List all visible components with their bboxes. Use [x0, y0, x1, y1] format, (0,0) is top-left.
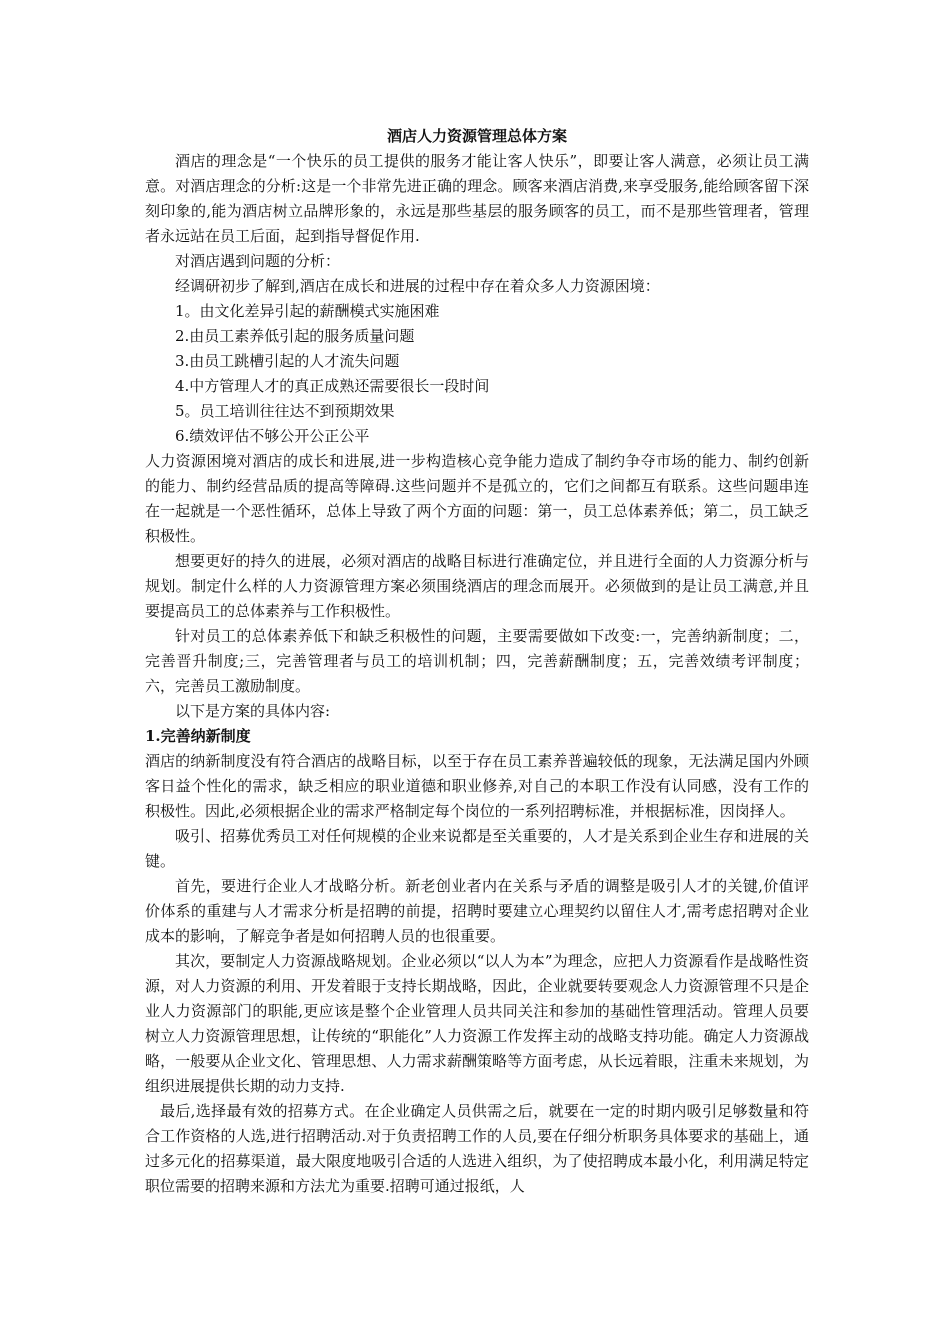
problem-item-6: 6.绩效评估不够公开公正公平: [175, 427, 370, 445]
intro-paragraph: 酒店的理念是“一个快乐的员工提供的服务才能让客人快乐”，即要让客人满意，必须让员工满意。对酒店理念的分析:这是一个非常先进正确的理念。顾客来酒店消费,来享受服务,能给顾客留下深刻印象的,能为酒店树立品牌形象的，永远是那些基层的服务顾客的员工，而不是那些管理者，管理者永远站在员工后面，起到指导督促作用.: [145, 152, 809, 245]
document-title: 酒店人力资源管理总体方案: [386, 127, 567, 145]
strategy-paragraph: 想要更好的持久的进展，必须对酒店的战略目标进行准确定位，并且进行全面的人力资源分析与规划。制定什么样的人力资源管理方案必须围绕酒店的理念而展开。必须做到的是让员工满意,并且要提高员工的总体素养与工作积极性。: [145, 552, 809, 620]
section-1-paragraph-4: 其次，要制定人力资源战略规划。企业必须以“以人为本”为理念，应把人力资源看作是战略性资源，对人力资源的利用、开发着眼于支持长期战略，因此，企业就要转要观念人力资源管理不只是企业人力资源部门的职能,更应该是整个企业管理人员共同关注和参加的基础性管理活动。管理人员要树立人力资源管理思想，让传统的“职能化”人力资源工作发挥主动的战略支持功能。确定人力资源战略，一般要从企业文化、管理思想、人力需求薪酬策略等方面考虑，从长远着眼，注重未来规划，为组织进展提供长期的动力支持.: [145, 952, 809, 1095]
analysis-paragraph: 人力资源困境对酒店的成长和进展,进一步构造核心竞争能力造成了制约争夺市场的能力、制约创新的能力、制约经营品质的提高等障碍.这些问题并不是孤立的，它们之间都互有联系。这些问题串连在一起就是一个恶性循环，总体上导致了两个方面的问题：第一，员工总体素养低；第二，员工缺乏积极性。: [145, 452, 809, 545]
section-1-paragraph-1: 酒店的纳新制度没有符合酒店的战略目标，以至于存在员工素养普遍较低的现象，无法满足国内外顾客日益个性化的需求，缺乏相应的职业道德和职业修养,对自己的本职工作没有认同感，没有工作的积极性。因此,必须根据企业的需求严格制定每个岗位的一系列招聘标准，并根据标准，因岗择人。: [145, 752, 809, 820]
problem-item-3: 3.由员工跳槽引起的人才流失问题: [175, 352, 400, 370]
content-intro: 以下是方案的具体内容:: [175, 702, 331, 720]
section-1-paragraph-5: 最后,选择最有效的招募方式。在企业确定人员供需之后，就要在一定的时期内吸引足够数量和符合工作资格的人选,进行招聘活动.对于负责招聘工作的人员,要在仔细分析职务具体要求的基础上，通过多元化的招募渠道，最大限度地吸引合适的人选进入组织，为了使招聘成本最小化，利用满足特定职位需要的招聘来源和方法尤为重要.招聘可通过报纸，人: [145, 1102, 809, 1195]
problem-item-4: 4.中方管理人才的真正成熟还需要很长一段时间: [175, 377, 490, 395]
document-page: [145, 124, 809, 1199]
section-1-heading: 1.完善纳新制度: [145, 727, 251, 745]
section-1-paragraph-2: 吸引、招募优秀员工对任何规模的企业来说都是至关重要的，人才是关系到企业生存和进展的关键。: [145, 827, 809, 870]
section-1-paragraph-3: 首先，要进行企业人才战略分析。新老创业者内在关系与矛盾的调整是吸引人才的关键,价值评价体系的重建与人才需求分析是招聘的前提，招聘时要建立心理契约以留住人才,需考虑招聘对企业成本的影响，了解竞争者是如何招聘人员的也很重要。: [145, 877, 809, 945]
problem-item-5: 5。员工培训往往达不到预期效果: [175, 402, 395, 420]
problem-heading: 对酒店遇到问题的分析：: [175, 252, 341, 270]
problem-item-1: 1。由文化差异引起的薪酬模式实施困难: [175, 302, 440, 320]
changes-paragraph: 针对员工的总体素养低下和缺乏积极性的问题，主要需要做如下改变:一，完善纳新制度；二，完善晋升制度;三，完善管理者与员工的培训机制；四，完善薪酬制度；五，完善效绩考评制度；六，完善员工激励制度。: [145, 627, 809, 695]
problem-intro: 经调研初步了解到,酒店在成长和进展的过程中存在着众多人力资源困境：: [175, 277, 660, 295]
problem-item-2: 2.由员工素养低引起的服务质量问题: [175, 327, 415, 345]
